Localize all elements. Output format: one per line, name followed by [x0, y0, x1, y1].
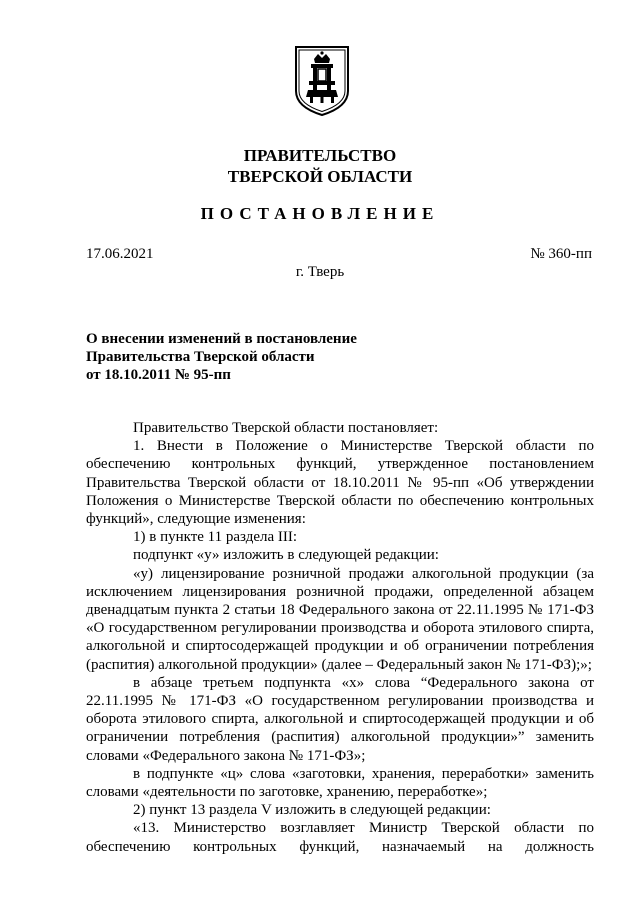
title-line3: от 18.10.2011 № 95-пп [86, 367, 231, 383]
document-city: г. Тверь [295, 264, 345, 280]
body-paragraph: 2) пункт 13 раздела V изложить в следующей редакции: [133, 802, 491, 819]
title-line1: О внесении изменений в постановление [86, 331, 357, 347]
body-paragraph: «у) лицензирование розничной продажи алкогольной продукции (за исключением лицензирования розничной продажи, определенной абзацем двенадцатым пункта 2 статьи 18 Федерального закона от 22.11.1995 № 171-ФЗ «О государственном регулировании производства и оборота этилового спирта, алкогольной и спиртосодержащей продукции и об ограничении потребления (распития) алкогольной продукции» (далее – Федеральный закон № 171-ФЗ);»; [86, 565, 594, 673]
org-name-line2: ТВЕРСКОЙ ОБЛАСТИ [227, 167, 413, 186]
coat-of-arms-icon [294, 45, 350, 117]
body-paragraph: 1. Внести в Положение о Министерстве Тверской области по обеспечению контрольных функций, утвержденное постановлением Правительства Тверской области от 18.10.2011 № 95-пп «Об утверждении Положения о Министерстве Тверской области по обеспечению контрольных функций», следующие изменения: [86, 438, 594, 528]
body-paragraph: Правительство Тверской области постановляет: [133, 420, 439, 436]
document-number: № 360-пп [530, 246, 592, 262]
body-paragraph: подпункт «у» изложить в следующей редакции: [133, 547, 439, 564]
org-name-line1: ПРАВИТЕЛЬСТВО [243, 146, 397, 165]
document-type: ПОСТАНОВЛЕНИЕ [200, 204, 440, 223]
document-body [86, 419, 594, 856]
body-paragraph: «13. Министерство возглавляет Министр Тверской области по обеспечению контрольных функций, назначаемый на должность [86, 820, 594, 855]
body-paragraph: 1) в пункте 11 раздела III: [133, 529, 298, 546]
document-date: 17.06.2021 [86, 246, 154, 262]
body-paragraph: в подпункте «ц» слова «заготовки, хранения, переработки» заменить словами «деятельности по заготовке, хранению, переработке»; [86, 765, 594, 801]
title-line2: Правительства Тверской области [86, 349, 315, 365]
document-title [86, 330, 357, 384]
body-paragraph: в абзаце третьем подпункта «х» слова “Федерального закона от 22.11.1995 № 171-ФЗ «О государственном регулировании производства и оборота этилового спирта, алкогольной и спиртосодержащей продукции и об ограничении потребления (распития) алкогольной продукции»” заменить словами «Федерального закона № 171-ФЗ»; [86, 674, 594, 764]
